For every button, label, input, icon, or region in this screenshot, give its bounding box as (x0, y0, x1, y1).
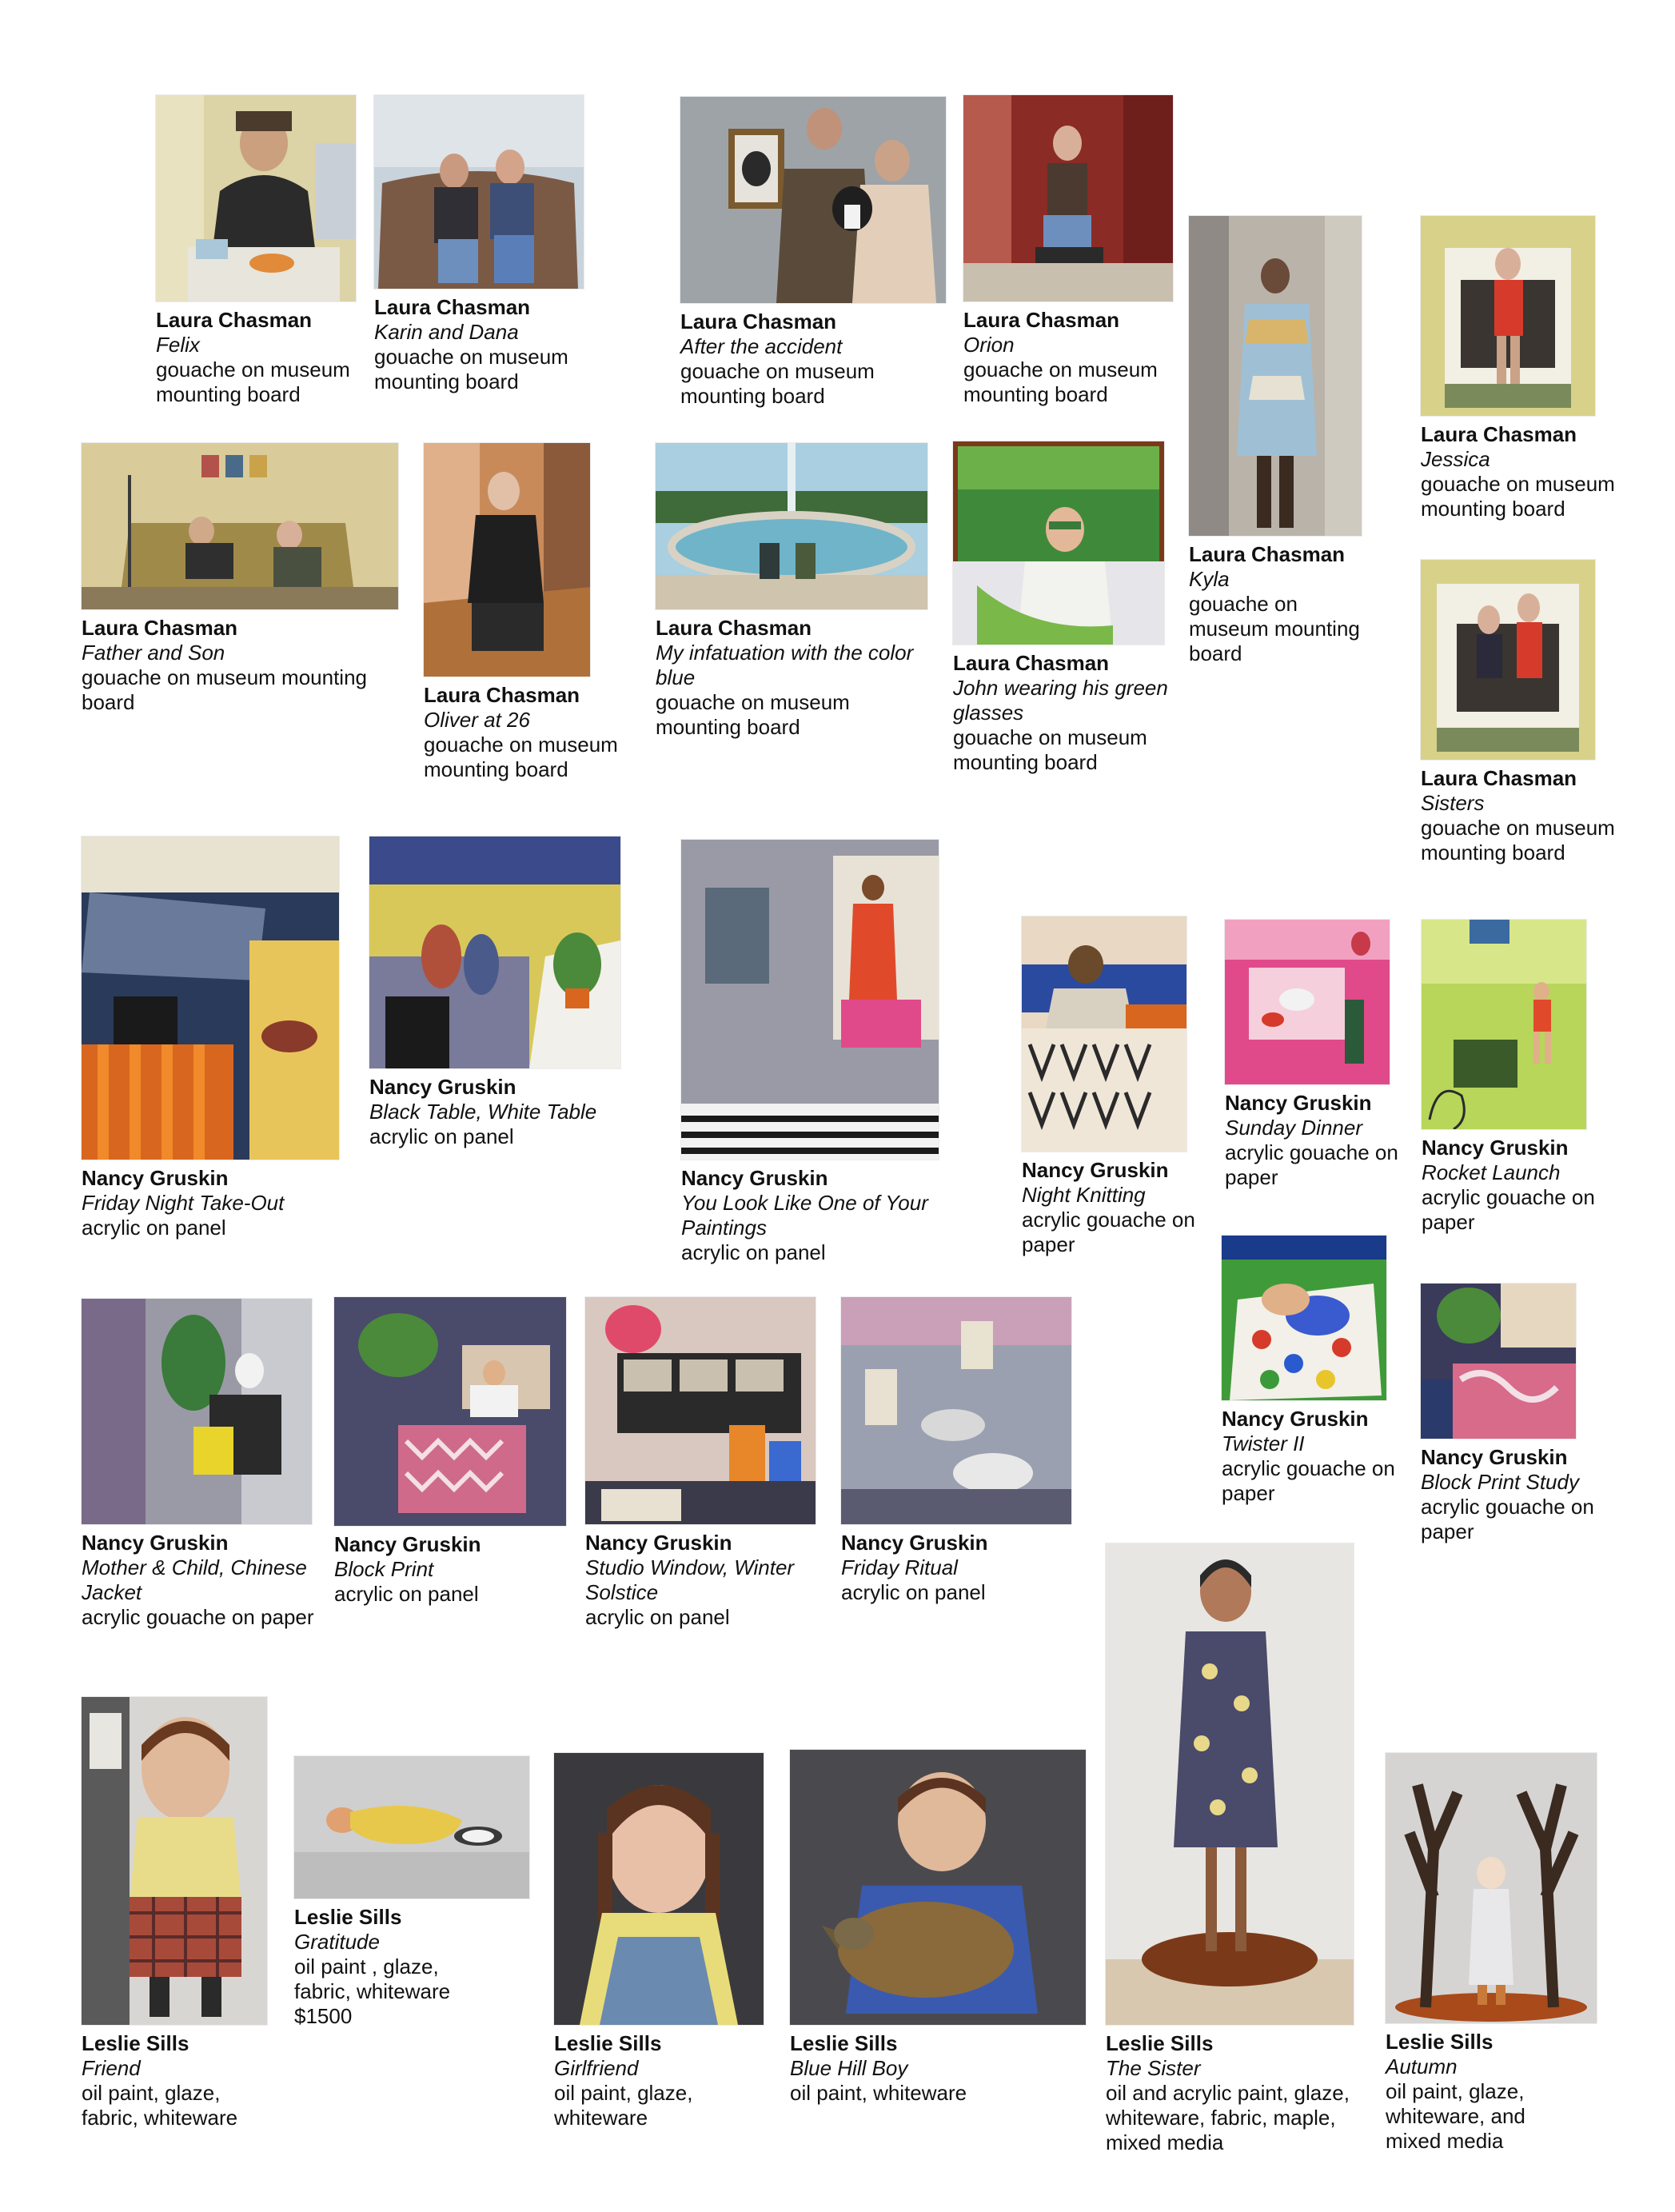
artwork-title: You Look Like One of Your Paintings (681, 1191, 928, 1240)
artwork-felix (156, 95, 356, 407)
painting-karin-and-dana (374, 95, 584, 289)
artwork-my-infatuation (656, 443, 935, 740)
artwork-medium: oil and acrylic paint, glaze, whiteware, fabric, maple, mixed media (1106, 2081, 1350, 2154)
painting-after-the-accident (680, 97, 946, 303)
artist-name: Leslie Sills (1106, 2031, 1214, 2055)
artist-name: Laura Chasman (656, 616, 812, 640)
artist-name: Laura Chasman (1421, 422, 1577, 446)
artist-name: Nancy Gruskin (82, 1166, 229, 1190)
artwork-karin-and-dana (374, 95, 584, 394)
painting-night-knitting (1022, 916, 1186, 1152)
artist-name: Nancy Gruskin (1225, 1091, 1372, 1115)
artist-name: Laura Chasman (374, 295, 531, 319)
sculpture-gratitude (294, 1756, 529, 1899)
painting-oliver-at-26 (424, 443, 590, 677)
painting-sisters (1421, 560, 1595, 760)
artwork-studio-window (585, 1297, 833, 1630)
artwork-medium: acrylic gouache on paper (1422, 1185, 1595, 1234)
artwork-title: Twister II (1222, 1431, 1305, 1455)
artwork-black-table-white-table (369, 836, 633, 1149)
painting-twister-ii (1222, 1236, 1386, 1400)
artwork-friend (82, 1697, 273, 2130)
artwork-twister-ii (1222, 1236, 1406, 1506)
artwork-rocket-launch (1422, 920, 1605, 1235)
painting-felix (156, 95, 356, 301)
painting-father-and-son (82, 443, 398, 609)
artwork-title: The Sister (1106, 2056, 1201, 2080)
artwork-title: Block Print (334, 1557, 434, 1581)
artwork-medium: oil paint, glaze, whiteware, and mixed media (1386, 2079, 1525, 2153)
artist-name: Nancy Gruskin (1421, 1445, 1568, 1469)
artist-name: Leslie Sills (790, 2031, 898, 2055)
artist-name: Nancy Gruskin (1222, 1407, 1369, 1431)
artist-name: Nancy Gruskin (369, 1075, 516, 1099)
artwork-medium: gouache on museum mounting board (424, 733, 618, 781)
artwork-sunday-dinner (1225, 920, 1401, 1190)
painting-kyla (1189, 216, 1362, 536)
artwork-block-print (334, 1297, 574, 1607)
artist-name: Nancy Gruskin (334, 1532, 481, 1556)
artwork-title: Night Knitting (1022, 1183, 1146, 1207)
painting-friday-ritual (841, 1297, 1071, 1524)
painting-my-infatuation (656, 443, 927, 609)
artist-name: Nancy Gruskin (841, 1531, 988, 1555)
artist-name: Nancy Gruskin (681, 1166, 828, 1190)
artwork-title: Mother & Child, Chinese Jacket (82, 1555, 307, 1604)
artwork-friday-ritual (841, 1297, 1081, 1605)
artist-name: Nancy Gruskin (1422, 1136, 1569, 1160)
artwork-the-sister (1106, 1543, 1362, 2155)
artwork-title: My infatuation with the color blue (656, 641, 914, 689)
artist-name: Laura Chasman (82, 616, 238, 640)
artwork-blue-hill-boy (790, 1750, 1094, 2106)
artwork-medium: acrylic on panel (334, 1582, 479, 1606)
artwork-after-the-accident (680, 97, 946, 409)
artwork-medium: gouache on museum mounting board (82, 665, 368, 714)
artwork-title: Studio Window, Winter Solstice (585, 1555, 795, 1604)
painting-orion (963, 95, 1173, 301)
artwork-title: Karin and Dana (374, 320, 519, 344)
artist-name: Laura Chasman (963, 308, 1120, 332)
artwork-title: Friend (82, 2056, 141, 2080)
artwork-title: Sisters (1421, 791, 1485, 815)
artwork-medium: gouache on museum mounting board (963, 357, 1158, 406)
sculpture-blue-hill-boy (790, 1750, 1086, 2025)
artwork-title: Gratitude (294, 1930, 380, 1954)
artwork-title: Black Table, White Table (369, 1100, 597, 1124)
artwork-medium: acrylic gouache on paper (1222, 1456, 1395, 1505)
painting-studio-window (585, 1297, 816, 1524)
artist-name: Laura Chasman (1189, 542, 1346, 566)
artwork-mother-and-child (82, 1299, 321, 1630)
artwork-medium: gouache on museum mounting board (1421, 472, 1615, 521)
artwork-title: Block Print Study (1421, 1470, 1579, 1494)
artist-name: Laura Chasman (680, 309, 837, 333)
artwork-you-look-like (681, 840, 953, 1265)
artwork-night-knitting (1022, 916, 1206, 1257)
artist-name: Laura Chasman (953, 651, 1110, 675)
artwork-medium: acrylic gouache on paper (1421, 1495, 1594, 1543)
painting-rocket-launch (1422, 920, 1586, 1129)
artwork-title: Kyla (1189, 567, 1230, 591)
artist-name: Nancy Gruskin (1022, 1158, 1169, 1182)
artwork-title: Oliver at 26 (424, 708, 530, 732)
artwork-title: Felix (156, 333, 200, 357)
painting-you-look-like (681, 840, 939, 1160)
artwork-title: Father and Son (82, 641, 225, 665)
artwork-title: Rocket Launch (1422, 1160, 1561, 1184)
artwork-medium: oil paint , glaze, fabric, whiteware (294, 1954, 451, 2003)
artwork-john-green-glasses (953, 441, 1185, 775)
painting-sunday-dinner (1225, 920, 1390, 1084)
artwork-price: $1500 (294, 2004, 353, 2028)
painting-john-green-glasses (953, 441, 1164, 645)
sculpture-autumn (1386, 1753, 1597, 2023)
painting-block-print (334, 1297, 566, 1526)
painting-mother-and-child (82, 1299, 312, 1524)
artwork-title: John wearing his green glasses (953, 676, 1168, 725)
painting-friday-night-take-out (82, 836, 339, 1160)
artist-name: Leslie Sills (82, 2031, 189, 2055)
artist-name: Leslie Sills (554, 2031, 662, 2055)
artist-name: Leslie Sills (1386, 2030, 1494, 2054)
sculpture-the-sister (1106, 1543, 1354, 2025)
artwork-autumn (1386, 1753, 1617, 2154)
artist-name: Laura Chasman (156, 308, 313, 332)
artwork-title: Blue Hill Boy (790, 2056, 908, 2080)
artwork-father-and-son (82, 443, 401, 715)
artwork-medium: gouache on museum mounting board (156, 357, 350, 406)
artwork-title: Friday Night Take-Out (82, 1191, 285, 1215)
artwork-oliver-at-26 (424, 443, 640, 782)
artwork-medium: gouache on museum mounting board (953, 725, 1147, 774)
artwork-title: After the accident (680, 334, 843, 358)
artwork-girlfriend (554, 1753, 778, 2130)
artwork-title: Girlfriend (554, 2056, 639, 2080)
artist-name: Nancy Gruskin (585, 1531, 732, 1555)
artwork-block-print-study (1421, 1284, 1605, 1544)
artwork-title: Autumn (1386, 2054, 1458, 2078)
artwork-medium: gouache on museum mounting board (1421, 816, 1615, 864)
artist-name: Laura Chasman (1421, 766, 1577, 790)
painting-block-print-study (1421, 1284, 1576, 1439)
artwork-friday-night-take-out (82, 836, 345, 1240)
sculpture-girlfriend (554, 1753, 764, 2025)
artist-name: Leslie Sills (294, 1905, 402, 1929)
artwork-orion (963, 95, 1173, 407)
artist-name: Nancy Gruskin (82, 1531, 229, 1555)
artwork-medium: oil paint, whiteware (790, 2081, 967, 2105)
artwork-medium: acrylic on panel (841, 1580, 986, 1604)
artwork-medium: gouache on museum mounting board (374, 345, 568, 393)
artist-name: Laura Chasman (424, 683, 580, 707)
artwork-gratitude (294, 1756, 542, 2029)
artwork-jessica (1421, 216, 1637, 521)
artwork-title: Orion (963, 333, 1015, 357)
artwork-medium: acrylic gouache on paper (1022, 1208, 1195, 1256)
artwork-medium: acrylic gouache on paper (82, 1605, 314, 1629)
artwork-medium: acrylic gouache on paper (1225, 1140, 1398, 1189)
artwork-medium: oil paint, glaze, fabric, whiteware (82, 2081, 238, 2130)
artwork-sisters (1421, 560, 1637, 865)
artwork-medium: gouache on museum mounting board (680, 359, 875, 408)
sculpture-friend (82, 1697, 267, 2025)
painting-jessica (1421, 216, 1595, 416)
artwork-title: Sunday Dinner (1225, 1116, 1362, 1140)
artwork-title: Jessica (1421, 447, 1490, 471)
artwork-medium: gouache on museum mounting board (656, 690, 850, 739)
artwork-medium: acrylic on panel (369, 1124, 514, 1148)
artwork-title: Friday Ritual (841, 1555, 958, 1579)
artwork-medium: acrylic on panel (82, 1216, 226, 1240)
painting-black-table-white-table (369, 836, 620, 1068)
artwork-medium: acrylic on panel (585, 1605, 730, 1629)
artwork-medium: oil paint, glaze, whiteware (554, 2081, 693, 2130)
artwork-medium: gouache on museum mounting board (1189, 592, 1360, 665)
artwork-kyla (1189, 216, 1365, 666)
artwork-medium: acrylic on panel (681, 1240, 826, 1264)
